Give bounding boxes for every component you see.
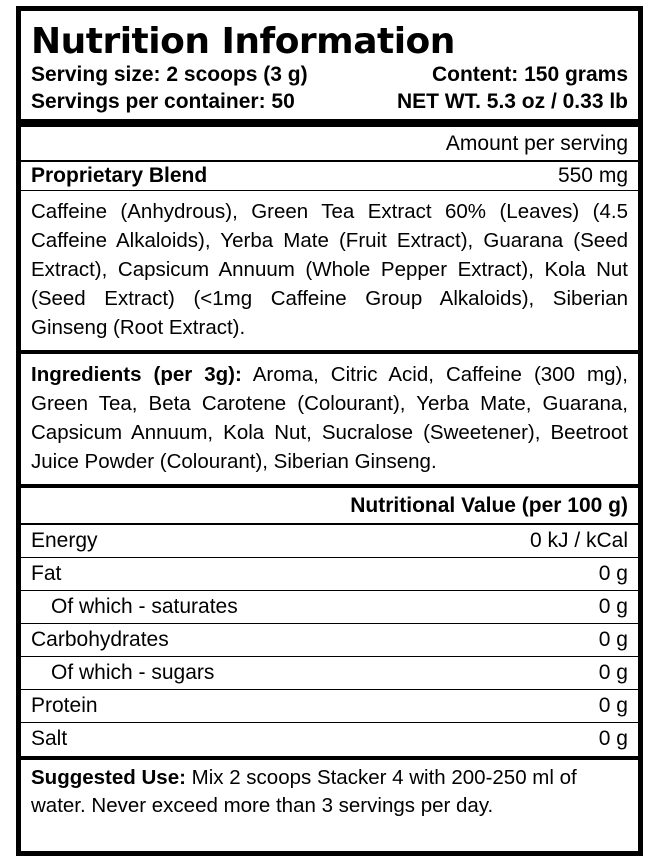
blend-description: Caffeine (Anhydrous), Green Tea Extract 60% (Leaves) (4.5 Caffeine Alkaloids), Yerba Mate (Fruit Extract), Guarana (Seed Extract), Capsicum Annuum (Whole Pepper Extract), Kola Nut (Seed Extract) (<1mg Caffeine Group Alkaloids), Siberian Ginseng (Root Extract). — [31, 200, 628, 339]
nutrient-name: Protein — [31, 693, 98, 717]
table-row — [21, 558, 638, 591]
table-row — [21, 690, 638, 723]
table-row — [21, 624, 638, 657]
serving-row-1 — [21, 61, 638, 88]
suggested-use-label: Suggested Use: — [31, 765, 186, 789]
ingredients-section — [21, 354, 638, 484]
servings-per-container: Servings per container: 50 — [31, 90, 295, 113]
nutrient-name: Fat — [31, 561, 62, 585]
serving-size: Serving size: 2 scoops (3 g) — [31, 63, 308, 86]
nutrient-value: 0 kJ / kCal — [529, 528, 628, 552]
table-row — [21, 657, 638, 690]
nutrition-label — [16, 6, 643, 856]
nutrient-name: Carbohydrates — [31, 627, 169, 651]
suggested-use-text: Mix 2 scoops Stacker 4 with 200-250 ml of water. Never exceed more than 3 servings per day. — [31, 765, 577, 817]
amount-per-serving-header: Amount per serving — [445, 132, 628, 155]
nutrient-name: Of which - sugars — [51, 660, 215, 684]
nutrition-table — [21, 525, 638, 756]
nutrient-value: 0 g — [598, 561, 628, 585]
ingredients-text: Aroma, Citric Acid, Caffeine (300 mg), Green Tea, Beta Carotene (Colourant), Yerba Mate, Guarana, Capsicum Annuum, Kola Nut, Sucralose (Sweetener), Beetroot Juice Powder (Colourant), Siberian Ginseng. — [31, 363, 628, 473]
nutritional-value-header: Nutritional Value (per 100 g) — [350, 494, 628, 517]
nutrient-value: 0 g — [598, 594, 628, 618]
table-row — [21, 723, 638, 756]
nutrient-value: 0 g — [598, 627, 628, 651]
nutrient-value: 0 g — [598, 726, 628, 750]
ingredients-label: Ingredients (per 3g): — [31, 363, 242, 386]
nutrient-name: Of which - saturates — [51, 594, 238, 618]
nutrient-value: 0 g — [598, 693, 628, 717]
nutrient-name: Salt — [31, 726, 68, 750]
label-title: Nutrition Information — [31, 21, 455, 62]
serving-row-2 — [21, 88, 638, 115]
nutrient-value: 0 g — [598, 660, 628, 684]
blend-name: Proprietary Blend — [31, 163, 208, 187]
nutrient-name: Energy — [31, 528, 98, 552]
net-weight: NET WT. 5.3 oz / 0.33 lb — [396, 90, 628, 113]
table-row — [21, 525, 638, 558]
blend-amount: 550 mg — [557, 163, 628, 187]
suggested-use-section — [21, 760, 638, 826]
divider-thick — [21, 119, 638, 127]
content-amount: Content: 150 grams — [431, 63, 628, 86]
proprietary-blend-row — [21, 162, 638, 190]
table-row — [21, 591, 638, 624]
